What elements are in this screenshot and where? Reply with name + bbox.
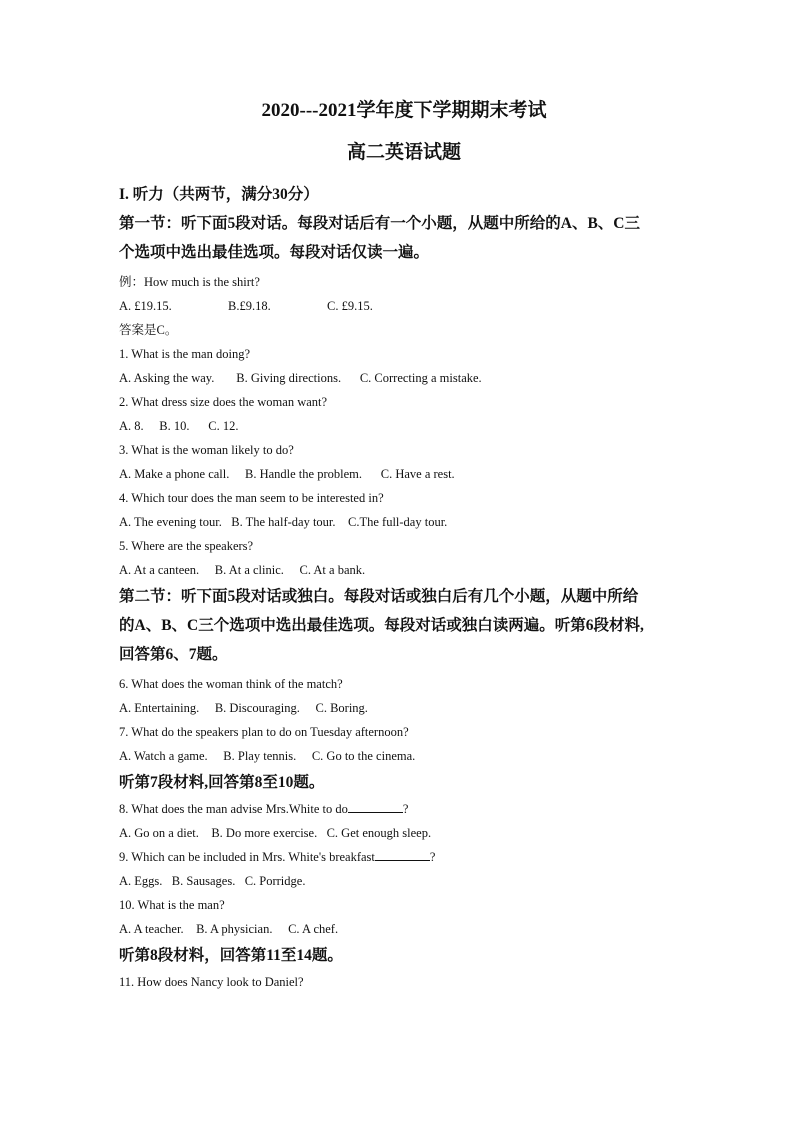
section1-instruction-line2: 个选项中选出最佳选项。每段对话仅读一遍。: [119, 244, 430, 261]
question-2-options: A. 8. B. 10. C. 12.: [119, 419, 239, 433]
example-question: 例：How much is the shirt?: [119, 275, 260, 289]
question-8-text: 8. What does the man advise Mrs.White to do: [119, 802, 348, 816]
question-4: 4. Which tour does the man seem to be interested in?: [119, 491, 384, 505]
example-answer: 答案是C。: [119, 323, 178, 337]
question-3: 3. What is the woman likely to do?: [119, 443, 294, 457]
question-5: 5. Where are the speakers?: [119, 539, 254, 553]
page-title: 2020---2021学年度下学期期末考试: [261, 100, 547, 121]
question-9: [119, 845, 689, 869]
question-11: 11. How does Nancy look to Daniel?: [119, 975, 304, 989]
question-1: 1. What is the man doing?: [119, 347, 250, 361]
question-3-options: A. Make a phone call. B. Handle the problem. C. Have a rest.: [119, 467, 455, 481]
material-8-heading: 听第8段材料，回答第11至14题。: [119, 947, 343, 964]
question-9-options: A. Eggs. B. Sausages. C. Porridge.: [119, 874, 306, 888]
answer-blank: [348, 800, 403, 813]
question-9-mark: ?: [429, 850, 436, 864]
question-10-options: A. A teacher. B. A physician. C. A chef.: [119, 922, 339, 936]
question-2: 2. What dress size does the woman want?: [119, 395, 328, 409]
material-7-heading: 听第7段材料,回答第8至10题。: [119, 774, 325, 791]
part1-heading: I. 听力（共两节，满分30分）: [119, 186, 319, 203]
question-5-options: A. At a canteen. B. At a clinic. C. At a bank.: [119, 563, 366, 577]
question-8-mark: ?: [402, 802, 409, 816]
question-4-options: A. The evening tour. B. The half-day tour. C.The full-day tour.: [119, 515, 448, 529]
question-6: 6. What does the woman think of the match?: [119, 677, 343, 691]
question-7-options: A. Watch a game. B. Play tennis. C. Go to the cinema.: [119, 749, 416, 763]
question-7: 7. What do the speakers plan to do on Tuesday afternoon?: [119, 725, 409, 739]
section2-instruction-line3: 回答第6、7题。: [119, 646, 228, 663]
question-6-options: A. Entertaining. B. Discouraging. C. Boring.: [119, 701, 368, 715]
question-1-options: A. Asking the way. B. Giving directions. C. Correcting a mistake.: [119, 371, 482, 385]
section2-instruction-line2: 的A、B、C三个选项中选出最佳选项。每段对话或独白读两遍。听第6段材料,: [119, 617, 644, 634]
question-10: 10. What is the man?: [119, 898, 225, 912]
question-8-options: A. Go on a diet. B. Do more exercise. C. Get enough sleep.: [119, 826, 432, 840]
example-options: A. £19.15. B.£9.18. C. £9.15.: [119, 299, 373, 313]
page-subtitle: 高二英语试题: [346, 142, 461, 163]
section1-instruction-line1: 第一节：听下面5段对话。每段对话后有一个小题，从题中所给的A、B、C三: [119, 215, 640, 232]
section2-instruction-line1: 第二节：听下面5段对话或独白。每段对话或独白后有几个小题，从题中所给: [119, 588, 639, 605]
exam-content: [119, 98, 689, 994]
question-8: [119, 797, 689, 821]
question-9-text: 9. Which can be included in Mrs. White's breakfast: [119, 850, 375, 864]
answer-blank: [375, 848, 430, 861]
